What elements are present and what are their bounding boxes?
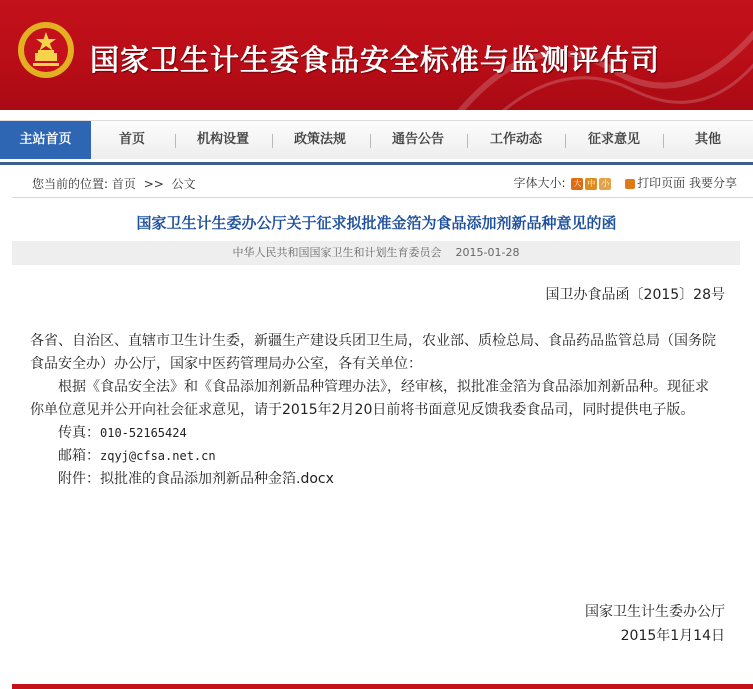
- nav-item-other[interactable]: 其他: [694, 132, 721, 147]
- article-meta: [12, 241, 740, 265]
- breadcrumb-bar: [12, 168, 753, 196]
- attachment-line: [30, 468, 720, 491]
- email-value: zqyj@cfsa.net.cn: [100, 449, 216, 463]
- article-title: 国家卫生计生委办公厅关于征求拟批准金箔为食品添加剂新品种意见的函: [136, 214, 617, 232]
- main-nav: [0, 110, 753, 165]
- print-icon[interactable]: [625, 179, 635, 189]
- national-emblem-icon[interactable]: [16, 20, 76, 80]
- site-title: 国家卫生计生委食品安全标准与监测评估司: [90, 43, 661, 77]
- nav-separator: [467, 134, 468, 148]
- fax-value: 010-52165424: [100, 426, 187, 440]
- nav-separator: [565, 134, 566, 148]
- nav-separator: [663, 134, 664, 148]
- fax-label: 传真：: [58, 425, 100, 441]
- email-line: [30, 445, 720, 468]
- attachment-label: 附件：: [58, 471, 100, 487]
- breadcrumb-divider: [12, 197, 753, 198]
- breadcrumb-separator: >>: [143, 177, 164, 191]
- nav-bar: [0, 120, 753, 159]
- recipients-paragraph: 各省、自治区、直辖市卫生计生委，新疆生产建设兵团卫生局，农业部、质检总局、食品药品监管总局（国务院食品安全办）办公厅，国家中医药管理局办公室，各有关单位：: [30, 333, 716, 372]
- page-tools: [513, 174, 737, 191]
- nav-item-home[interactable]: 首页: [118, 132, 145, 147]
- article-date: 2015-01-28: [455, 246, 520, 259]
- nav-item-notices[interactable]: 通告公告: [391, 132, 444, 147]
- breadcrumb-current-link[interactable]: 公文: [171, 177, 196, 191]
- nav-item-organization[interactable]: 机构设置: [196, 132, 249, 147]
- nav-item-news[interactable]: 工作动态: [489, 132, 542, 147]
- site-header: [0, 0, 753, 110]
- nav-item-policy[interactable]: 政策法规: [293, 132, 346, 147]
- font-small-button[interactable]: 小: [601, 178, 610, 188]
- share-link[interactable]: 我要分享: [688, 176, 737, 190]
- article-body: [30, 330, 720, 491]
- print-link[interactable]: 打印页面: [637, 176, 686, 190]
- signature-date: 2015年1月14日: [620, 628, 725, 644]
- nav-separator: [370, 134, 371, 148]
- footer-line: [12, 684, 753, 689]
- article-publisher: 中华人民共和国国家卫生和计划生育委员会: [232, 246, 442, 259]
- font-medium-button[interactable]: 中: [587, 178, 596, 188]
- nav-item-consultation[interactable]: 征求意见: [587, 132, 640, 147]
- nav-item-main-home[interactable]: 主站首页: [0, 121, 91, 159]
- document-number: 国卫办食品函〔2015〕28号: [545, 287, 725, 303]
- nav-separator: [175, 134, 176, 148]
- email-label: 邮箱：: [58, 448, 100, 464]
- main-paragraph: 根据《食品安全法》和《食品添加剂新品种管理办法》，经审核，拟批准金箔为食品添加剂新品种。现征求你单位意见并公开向社会征求意见，请于2015年2月20日前将书面意见反馈我委食品司，同时提供电子版。: [30, 379, 709, 418]
- attachment-link[interactable]: 拟批准的食品添加剂新品种金箔.docx: [100, 471, 334, 487]
- breadcrumb: [32, 175, 196, 192]
- signature-org: 国家卫生计生委办公厅: [585, 604, 725, 620]
- breadcrumb-home-link[interactable]: 首页: [111, 177, 136, 191]
- breadcrumb-prefix: 您当前的位置:: [32, 177, 109, 191]
- font-size-label: 字体大小:: [513, 176, 566, 190]
- signature-block: [585, 600, 725, 648]
- font-large-button[interactable]: 大: [573, 178, 582, 188]
- nav-separator: [272, 134, 273, 148]
- fax-line: [30, 422, 720, 445]
